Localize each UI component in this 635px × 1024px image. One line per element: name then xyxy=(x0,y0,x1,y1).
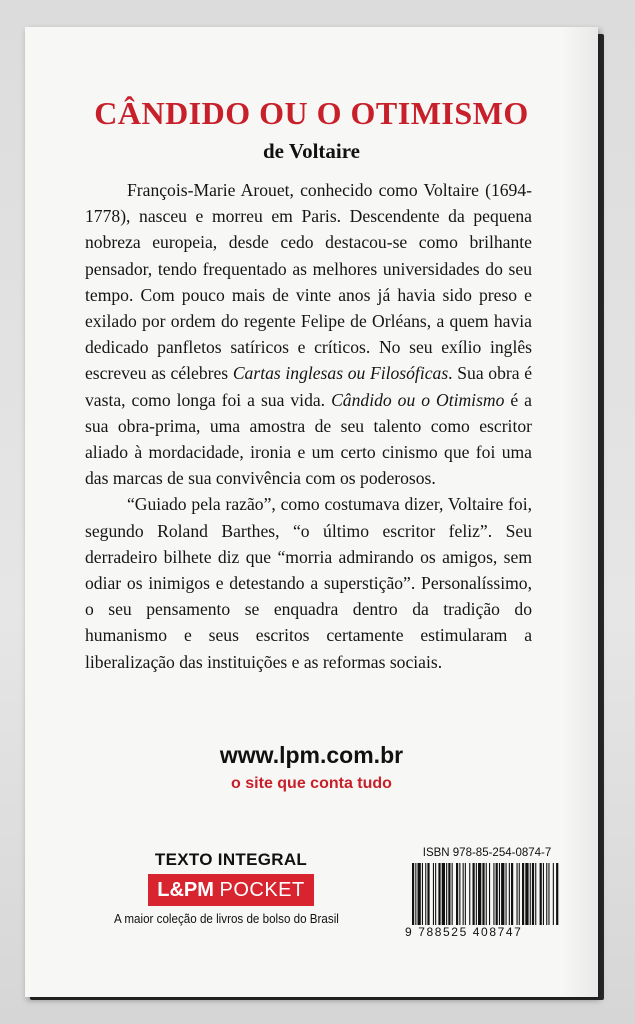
barcode-bar xyxy=(482,863,484,925)
barcode-bar xyxy=(469,863,470,925)
barcode-bar xyxy=(433,863,434,925)
barcode-bar xyxy=(519,863,520,925)
publisher-logo xyxy=(148,874,313,906)
barcode-bar xyxy=(459,863,460,925)
brand-tagline: A maior coleção de livros de bolso do Brasil xyxy=(114,912,339,926)
barcode-bar xyxy=(525,863,528,925)
barcode-bar xyxy=(509,863,510,925)
barcode-bar xyxy=(553,863,554,925)
p1-text-2: . Sua obra é vasta, como longa foi a sua vida. xyxy=(85,363,533,410)
barcode-bar xyxy=(463,863,464,925)
p1-text-3: é a sua obra-prima, uma amostra de seu talento como escritor aliado à mordacidade, ironia e um certo cinismo que foi uma das marcas de sua convivência com os poderosos. xyxy=(85,389,532,489)
barcode-bar xyxy=(522,863,524,925)
barcode-bar xyxy=(517,863,518,925)
logo-regular-text: POCKET xyxy=(219,879,305,901)
barcode-bar xyxy=(427,863,429,925)
barcode-bar xyxy=(493,863,494,925)
barcode-bar xyxy=(415,863,416,925)
barcode-bar xyxy=(422,863,423,925)
barcode-bar xyxy=(476,863,477,925)
cover-shade xyxy=(562,27,598,997)
barcode-bar xyxy=(530,863,531,925)
barcode-bar xyxy=(425,863,426,925)
barcode-bar xyxy=(446,863,447,925)
website-url[interactable]: www.lpm.com.br xyxy=(219,742,404,768)
p1-italic-title-1: Cartas inglesas ou Filosóficas xyxy=(232,363,449,384)
barcode-bar xyxy=(435,863,436,925)
barcode-bar xyxy=(456,863,458,925)
barcode-bar xyxy=(543,863,544,925)
logo-bold-text: L&PM xyxy=(157,879,214,901)
barcode-bar xyxy=(556,863,558,925)
barcode-bar xyxy=(489,863,490,925)
barcode-bar xyxy=(478,863,481,925)
p1-italic-title-2: Cândido ou o Otimismo xyxy=(331,389,505,410)
barcode-bar xyxy=(506,863,507,925)
publisher-brand xyxy=(121,850,341,906)
barcode-bar xyxy=(465,863,466,925)
barcode-bar xyxy=(546,863,547,925)
barcode-bar xyxy=(540,863,542,925)
barcode-bar xyxy=(448,863,450,925)
barcode-bar xyxy=(532,863,534,925)
barcode-bar xyxy=(412,863,414,925)
barcode-bar xyxy=(499,863,500,925)
synopsis-paragraph-1 xyxy=(85,177,532,491)
barcode-bar xyxy=(486,863,487,925)
barcode-digits: 9 788525 408747 xyxy=(405,925,523,939)
book-back-cover xyxy=(25,27,598,997)
barcode-bar xyxy=(442,863,445,925)
book-title: CÂNDIDO OU O OTIMISMO xyxy=(94,95,529,131)
synopsis xyxy=(85,177,532,675)
barcode-bar xyxy=(511,863,513,925)
isbn-label: ISBN 978-85-254-0874-7 xyxy=(422,847,552,859)
barcode-bar xyxy=(418,863,421,925)
barcode-bar xyxy=(452,863,453,925)
book-author: de Voltaire xyxy=(262,139,361,163)
barcode-bar xyxy=(496,863,498,925)
barcode-icon xyxy=(410,863,560,925)
synopsis-paragraph-2: “Guiado pela razão”, como costumava dizer, Voltaire foi, segundo Roland Barthes, “o último escritor feliz”. Seu derradeiro bilhete diz que “morria admirando os amigos, sem odiar os inimigos e detestando a superstição”. Personalíssimo, o seu pensamento se enquadra dentro da tradição do humanismo e seus escritos certamente estimularam a liberalização das instituições e as reformas sociais. xyxy=(85,494,532,672)
barcode-bar xyxy=(548,863,549,925)
website-tagline: o site que conta tudo xyxy=(231,775,392,792)
barcode-bar xyxy=(501,863,504,925)
barcode-bar xyxy=(535,863,536,925)
barcode-bar xyxy=(438,863,440,925)
brand-label-top: TEXTO INTEGRAL xyxy=(154,850,308,869)
barcode-bar xyxy=(473,863,475,925)
p1-text-1: François-Marie Arouet, conhecido como Voltaire (1694-1778), nasceu e morreu em Paris. Descendente da pequena nobreza europeia, desde cedo destacou-se como brilhante pensador, tendo frequentado as melhores universidades do seu tempo. Com pouco mais de vinte anos já havia sido preso e exilado por ordem do regente Felipe de Orléans, a quem havia dedicado panfletos satíricos e críticos. No seu exílio inglês escreveu as célebres xyxy=(85,180,532,384)
